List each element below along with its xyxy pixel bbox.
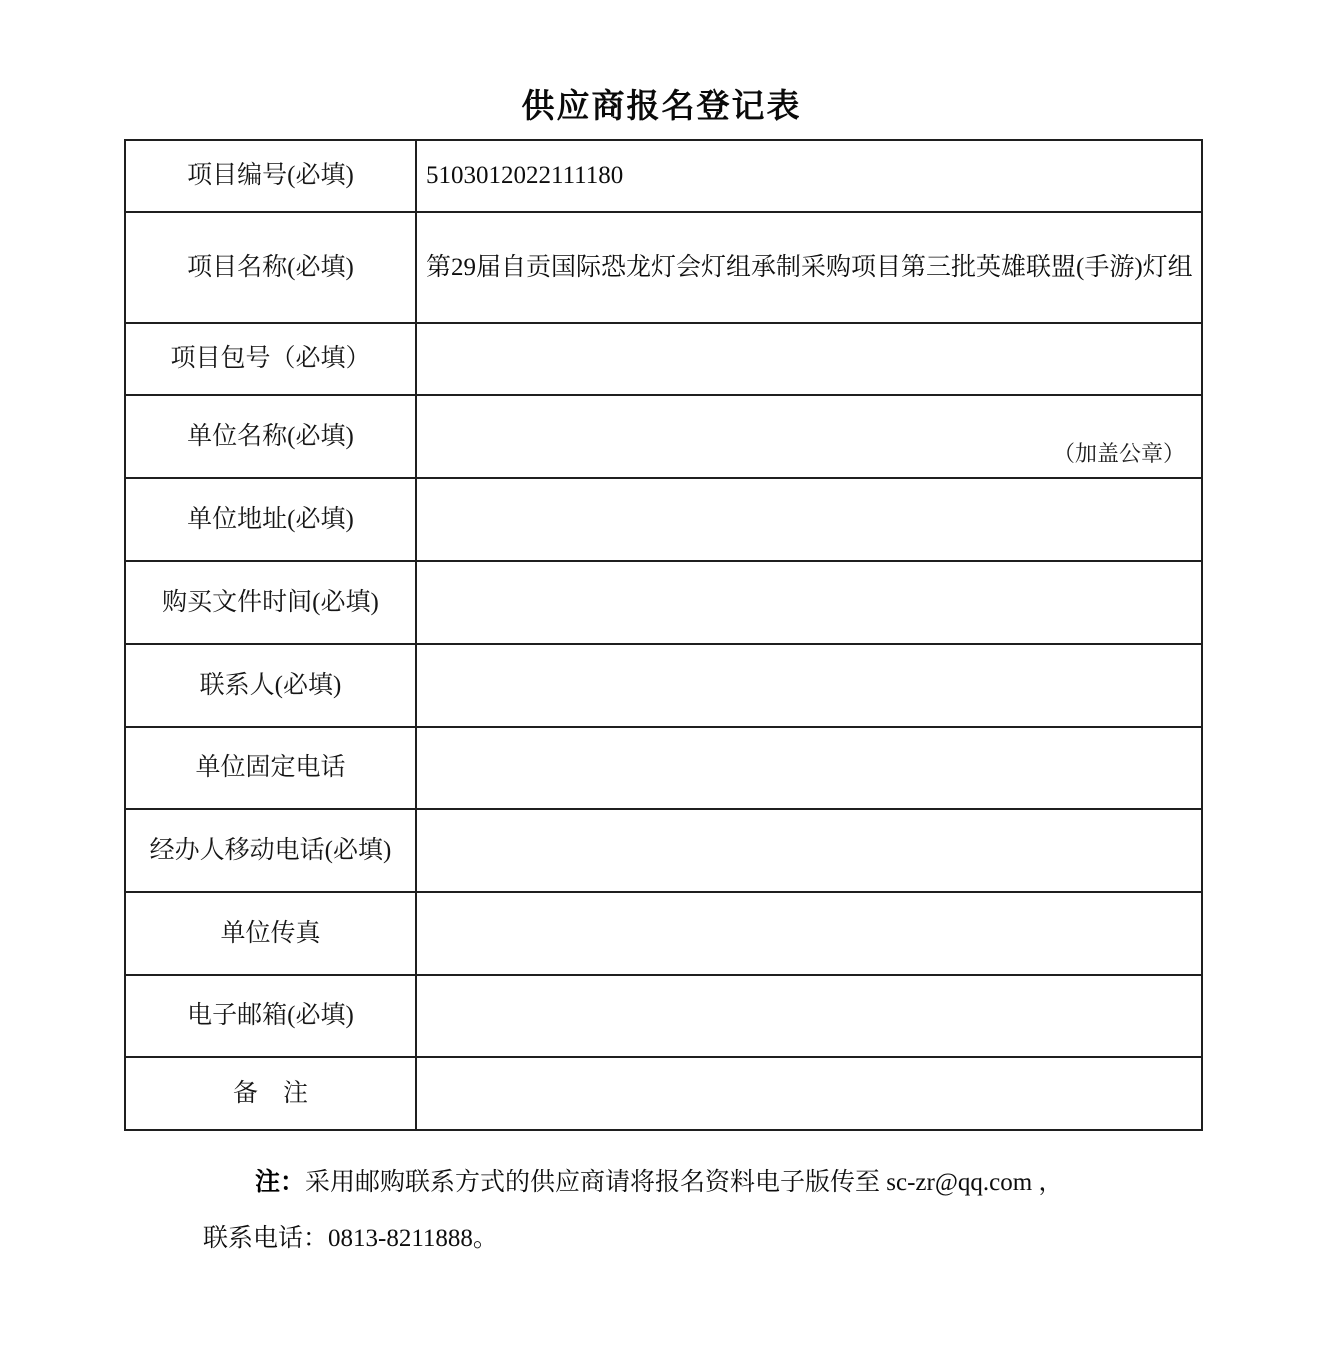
table-row: [126, 645, 1201, 728]
row-label: 项目名称(必填): [126, 213, 417, 322]
row-label: 单位地址(必填): [126, 479, 417, 560]
row-value: [417, 1058, 1201, 1129]
page-title: 供应商报名登记表: [521, 89, 802, 125]
table-row: [126, 976, 1201, 1058]
row-label: 单位固定电话: [126, 728, 417, 808]
row-label: 单位名称(必填): [126, 396, 417, 477]
supplier-registration-table: [124, 139, 1203, 1131]
row-value: [417, 645, 1201, 726]
row-label: 联系人(必填): [126, 645, 417, 726]
row-label: 单位传真: [126, 893, 417, 974]
table-row: [126, 728, 1201, 810]
row-value: [417, 396, 1201, 477]
table-row: [126, 479, 1201, 562]
note-line-1: [255, 1165, 1323, 1201]
table-row: [126, 562, 1201, 645]
stamp-note: （加盖公章）: [1052, 441, 1185, 466]
table-row: [126, 324, 1201, 396]
row-label: 电子邮箱(必填): [126, 976, 417, 1056]
row-value-text: 第29届自贡国际恐龙灯会灯组承制采购项目第三批英雄联盟(手游)灯组: [426, 254, 1193, 281]
row-label: 项目包号（必填）: [126, 324, 417, 394]
row-value-text: 5103012022111180: [426, 162, 624, 189]
row-value: [417, 976, 1201, 1056]
row-label: 经办人移动电话(必填): [126, 810, 417, 891]
row-value: [417, 479, 1201, 560]
row-label: 备 注: [126, 1058, 417, 1129]
row-value: [417, 213, 1201, 322]
note-line-1-text: 采用邮购联系方式的供应商请将报名资料电子版传至 sc-zr@qq.com ，: [305, 1169, 1064, 1196]
row-value: [417, 810, 1201, 891]
row-label: 项目编号(必填): [126, 141, 417, 211]
row-value: [417, 893, 1201, 974]
footer-note: [0, 1165, 1323, 1257]
row-value: [417, 324, 1201, 394]
note-prefix: 注：: [255, 1169, 306, 1196]
table-row: [126, 893, 1201, 976]
table-row: [126, 396, 1201, 479]
row-label: 购买文件时间(必填): [126, 562, 417, 643]
table-row: [126, 213, 1201, 324]
table-row: [126, 810, 1201, 893]
row-value: [417, 728, 1201, 808]
table-row: [126, 1058, 1201, 1129]
table-row: [126, 141, 1201, 213]
row-value: [417, 562, 1201, 643]
row-value: [417, 141, 1201, 211]
note-line-2: 联系电话：0813-8211888。: [203, 1225, 498, 1252]
